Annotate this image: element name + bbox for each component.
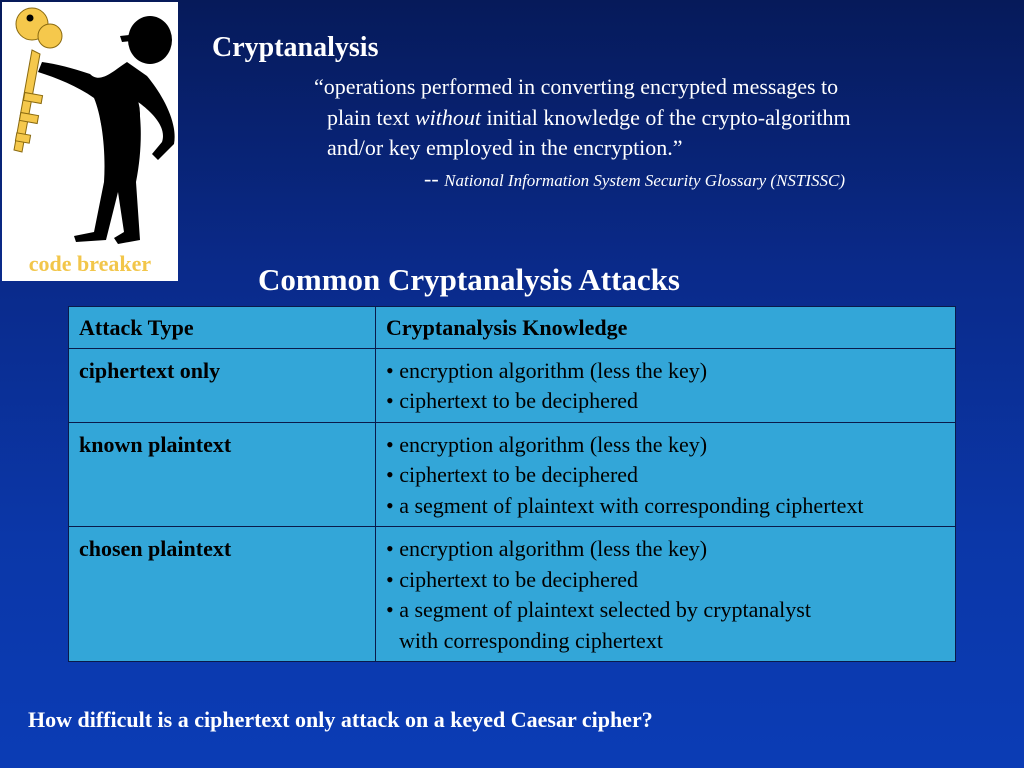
page-title: Cryptanalysis [212,32,379,63]
table-row [69,422,956,527]
knowledge-item: • encryption algorithm (less the key) [386,536,708,561]
quote-line-2-start: plain text [327,104,415,130]
code-breaker-illustration [2,2,178,247]
knowledge-item: • ciphertext to be deciphered [386,566,639,592]
figure-silhouette-icon [38,16,175,244]
code-breaker-clipart [2,2,178,281]
attack-type-cell: chosen plaintext [69,527,376,662]
quote-emphasis: without [414,104,481,130]
knowledge-item: • encryption algorithm (less the key) [386,357,708,383]
quote-line-2 [314,103,974,134]
knowledge-cell [376,422,956,527]
quote-line-1: “operations performed in converting encrypted messages to [314,74,839,99]
header-attack-type: Attack Type [69,307,376,349]
knowledge-item: • encryption algorithm (less the key) [386,431,708,457]
knowledge-cell [376,348,956,422]
footer-question: How difficult is a ciphertext only attack on a keyed Caesar cipher? [28,707,653,732]
source-citation: National Information System Security Glossary (NSTISSC) [444,171,846,190]
quote-line-2-end: initial knowledge of the crypto-algorithm [481,104,851,130]
knowledge-item: • ciphertext to be deciphered [386,462,639,487]
quote-source [424,166,845,192]
knowledge-item: • ciphertext to be deciphered [386,388,639,413]
source-dash: -- [424,166,445,191]
table-header-row [69,307,956,349]
clipart-caption: code breaker [28,251,152,276]
attacks-table [68,306,956,662]
header-cryptanalysis-knowledge: Cryptanalysis Knowledge [376,307,956,349]
key-icon [14,8,62,152]
attack-type-cell: ciphertext only [69,348,376,422]
table-row [69,527,956,662]
knowledge-item: • a segment of plaintext with corresponding ciphertext [386,492,864,518]
definition-quote [314,72,974,164]
attack-type-cell: known plaintext [69,422,376,527]
quote-line-3: and/or key employed in the encryption.” [327,135,683,160]
section-title: Common Cryptanalysis Attacks [258,262,680,297]
knowledge-item-continuation: with corresponding ciphertext [399,627,663,653]
knowledge-item: • a segment of plaintext selected by cryptanalyst [386,597,811,622]
table-row [69,348,956,422]
key-hole-icon [27,15,34,22]
knowledge-cell [376,527,956,662]
